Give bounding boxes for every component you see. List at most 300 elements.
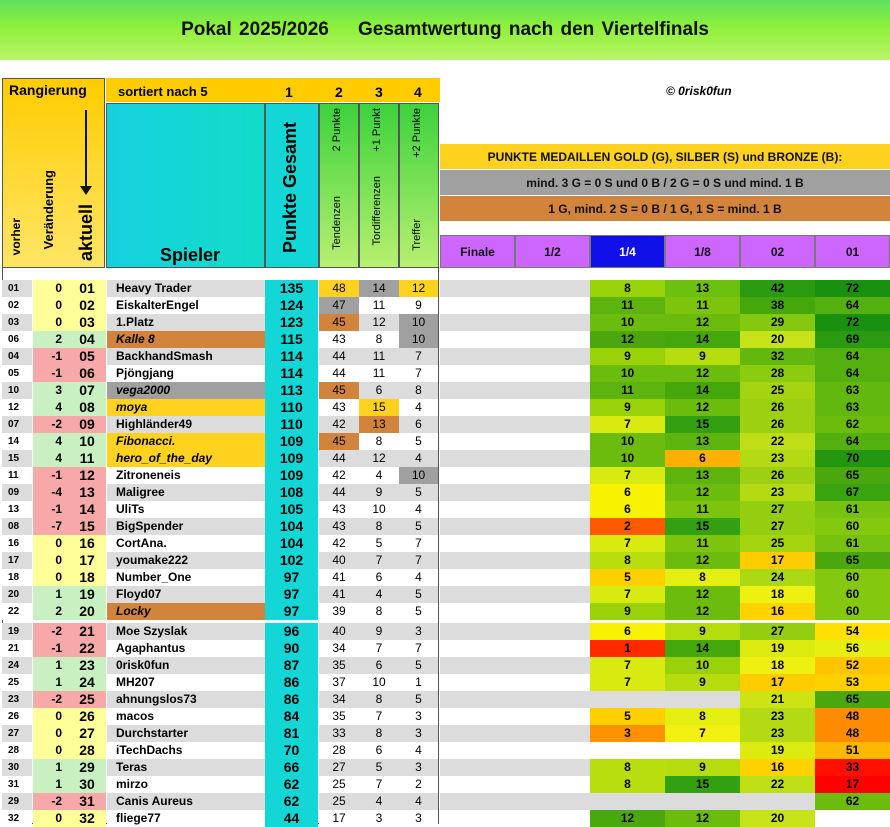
quarterfinal-score: 5 <box>590 569 665 586</box>
table-row <box>0 467 890 484</box>
hits: 4 <box>399 501 438 518</box>
round-01-score: 61 <box>815 501 890 518</box>
table-row <box>0 759 890 776</box>
tendencies: 40 <box>319 552 359 569</box>
hits: 12 <box>399 280 438 297</box>
prev-rank: 32 <box>2 810 32 827</box>
total-points: 96 <box>265 623 318 640</box>
semifinal-cell <box>515 365 590 382</box>
rank-change: 0 <box>33 708 68 725</box>
eighthfinal-score: 12 <box>665 810 740 827</box>
quarterfinal-score: 7 <box>590 586 665 603</box>
player-name: macos <box>107 708 265 725</box>
eighthfinal-score: 14 <box>665 382 740 399</box>
plus2-label: +2 Punkte <box>411 108 423 158</box>
eighthfinal-score: 12 <box>665 603 740 620</box>
quarterfinal-score: 10 <box>590 433 665 450</box>
round-01-score: 72 <box>815 314 890 331</box>
player-name: Teras <box>107 759 265 776</box>
quarterfinal-score: 2 <box>590 518 665 535</box>
tendencies: 27 <box>319 759 359 776</box>
semifinal-cell <box>515 657 590 674</box>
finale-cell <box>440 691 515 708</box>
semifinal-cell <box>515 691 590 708</box>
table-row <box>0 314 890 331</box>
goal-diff: 3 <box>359 810 399 827</box>
round-01-score: 61 <box>815 535 890 552</box>
current-rank: 02 <box>68 297 106 314</box>
player-name: CortAna. <box>107 535 265 552</box>
hits: 4 <box>399 742 438 759</box>
medal-legend-silver: mind. 3 G = 0 S und 0 B / 2 G = 0 S und mind. 1 B <box>440 170 890 195</box>
current-rank: 04 <box>68 331 106 348</box>
goal-diff: 6 <box>359 569 399 586</box>
total-points: 104 <box>265 518 318 535</box>
round-01-score: 64 <box>815 365 890 382</box>
rank-change: 0 <box>33 280 68 297</box>
table-row <box>0 297 890 314</box>
quarterfinal-score: 10 <box>590 365 665 382</box>
goal-diff: 4 <box>359 586 399 603</box>
prev-rank: 29 <box>2 793 32 810</box>
quarterfinal-score: 6 <box>590 501 665 518</box>
current-rank: 28 <box>68 742 106 759</box>
rank-change: 0 <box>33 810 68 827</box>
tendencies: 25 <box>319 793 359 810</box>
current-rank: 16 <box>68 535 106 552</box>
quarterfinal-score: 9 <box>590 603 665 620</box>
table-row <box>0 725 890 742</box>
semifinal-cell <box>515 348 590 365</box>
rank-change: 0 <box>33 569 68 586</box>
col-number-2: 2 <box>335 84 343 100</box>
tendencies: 45 <box>319 382 359 399</box>
semifinal-cell <box>515 280 590 297</box>
total-points: 105 <box>265 501 318 518</box>
finale-cell <box>440 399 515 416</box>
current-rank: 09 <box>68 416 106 433</box>
quarterfinal-score: 11 <box>590 297 665 314</box>
goal-diff: 7 <box>359 776 399 793</box>
goal-diff: 6 <box>359 657 399 674</box>
round-02-score: 25 <box>740 382 815 399</box>
round-01-score: 62 <box>815 793 890 810</box>
prev-rank: 26 <box>2 708 32 725</box>
total-points: 123 <box>265 314 318 331</box>
goal-diff: 11 <box>359 348 399 365</box>
total-points: 110 <box>265 399 318 416</box>
tendencies: 45 <box>319 433 359 450</box>
round-01-score: 53 <box>815 674 890 691</box>
current-rank: 25 <box>68 691 106 708</box>
total-points: 86 <box>265 674 318 691</box>
eighthfinal-score: 10 <box>665 657 740 674</box>
table-row <box>0 623 890 640</box>
title-subtitle: Gesamtwertung nach den Viertelfinals <box>358 19 709 40</box>
round-02-score: 22 <box>740 776 815 793</box>
finale-cell <box>440 280 515 297</box>
veraenderung-label: Veränderung <box>41 170 56 250</box>
quarterfinal-score: 9 <box>590 348 665 365</box>
semifinal-cell <box>515 331 590 348</box>
round-02-score: 26 <box>740 399 815 416</box>
tendencies: 43 <box>319 501 359 518</box>
eighthfinal-score <box>665 691 740 708</box>
rangierung-label: Rangierung <box>9 82 87 98</box>
goal-diff: 8 <box>359 691 399 708</box>
player-name: BigSpender <box>107 518 265 535</box>
finale-cell <box>440 348 515 365</box>
hits: 5 <box>399 484 438 501</box>
round-01-score: 60 <box>815 569 890 586</box>
table-row <box>0 331 890 348</box>
table-row <box>0 603 890 620</box>
finale-cell <box>440 450 515 467</box>
spieler-header <box>106 103 265 268</box>
prev-rank: 03 <box>2 314 32 331</box>
semifinal-cell <box>515 399 590 416</box>
player-name: Heavy Trader <box>107 280 265 297</box>
total-points: 84 <box>265 708 318 725</box>
round-02-score: 42 <box>740 280 815 297</box>
total-points: 62 <box>265 776 318 793</box>
tendencies: 37 <box>319 674 359 691</box>
rank-change: 1 <box>33 776 68 793</box>
goal-diff: 4 <box>359 793 399 810</box>
tendencies: 35 <box>319 657 359 674</box>
rank-change: 0 <box>33 314 68 331</box>
round-01-score: 51 <box>815 742 890 759</box>
hits: 3 <box>399 708 438 725</box>
hits: 7 <box>399 348 438 365</box>
finale-cell <box>440 314 515 331</box>
round-02-score: 19 <box>740 742 815 759</box>
current-rank: 31 <box>68 793 106 810</box>
goal-diff: 6 <box>359 382 399 399</box>
table-row <box>0 742 890 759</box>
hits: 3 <box>399 759 438 776</box>
round-02-score: 26 <box>740 416 815 433</box>
table-row <box>0 657 890 674</box>
semifinal-cell <box>515 518 590 535</box>
goal-diff: 7 <box>359 640 399 657</box>
table-row <box>0 484 890 501</box>
total-points: 70 <box>265 742 318 759</box>
goal-diff: 6 <box>359 742 399 759</box>
current-rank: 17 <box>68 552 106 569</box>
tendencies: 43 <box>319 518 359 535</box>
rank-change: -4 <box>33 484 68 501</box>
semifinal-cell <box>515 708 590 725</box>
semifinal-cell <box>515 810 590 827</box>
finale-cell <box>440 776 515 793</box>
prev-rank: 12 <box>2 399 32 416</box>
round-02-score: 21 <box>740 691 815 708</box>
quarterfinal-score: 11 <box>590 382 665 399</box>
player-name: Durchstarter <box>107 725 265 742</box>
table-row <box>0 365 890 382</box>
prev-rank: 24 <box>2 657 32 674</box>
finale-cell <box>440 416 515 433</box>
total-points: 97 <box>265 569 318 586</box>
rank-change: 0 <box>33 552 68 569</box>
prev-rank: 23 <box>2 691 32 708</box>
player-name: youmake222 <box>107 552 265 569</box>
finale-cell <box>440 810 515 827</box>
total-points: 135 <box>265 280 318 297</box>
current-rank: 18 <box>68 569 106 586</box>
tendencies: 17 <box>319 810 359 827</box>
round-02-score: 23 <box>740 725 815 742</box>
current-rank: 06 <box>68 365 106 382</box>
tendencies: 40 <box>319 623 359 640</box>
tendencies: 42 <box>319 467 359 484</box>
eighthfinal-score: 8 <box>665 569 740 586</box>
hits: 7 <box>399 365 438 382</box>
player-name: 1.Platz <box>107 314 265 331</box>
round-02-score: 18 <box>740 586 815 603</box>
semifinal-cell <box>515 742 590 759</box>
round-02-score: 27 <box>740 623 815 640</box>
player-name: hero_of_the_day <box>107 450 265 467</box>
rank-change: -1 <box>33 348 68 365</box>
rank-change: -1 <box>33 365 68 382</box>
player-name: MH207 <box>107 674 265 691</box>
rank-change: -1 <box>33 467 68 484</box>
round-02-score: 25 <box>740 535 815 552</box>
tendenzen-label: Tendenzen <box>331 196 343 250</box>
rank-change: -1 <box>33 501 68 518</box>
tendencies: 44 <box>319 365 359 382</box>
hits: 2 <box>399 776 438 793</box>
hits: 3 <box>399 623 438 640</box>
round-02-score: 17 <box>740 552 815 569</box>
player-name: Maligree <box>107 484 265 501</box>
round-02-score: 16 <box>740 603 815 620</box>
prev-rank: 10 <box>2 382 32 399</box>
prev-rank: 13 <box>2 501 32 518</box>
rank-change: 4 <box>33 450 68 467</box>
table-row <box>0 518 890 535</box>
eighthfinal-score: 15 <box>665 776 740 793</box>
player-name: Moe Szyslak <box>107 623 265 640</box>
round-02-score: 26 <box>740 467 815 484</box>
finale-cell <box>440 793 515 810</box>
medal-legend-title: PUNKTE MEDAILLEN GOLD (G), SILBER (S) und BRONZE (B): <box>440 144 890 169</box>
finale-cell <box>440 603 515 620</box>
eighthfinal-score <box>665 742 740 759</box>
round-01-score: 65 <box>815 691 890 708</box>
tordifferenzen-label: Tordifferenzen <box>371 176 383 246</box>
finale-cell <box>440 331 515 348</box>
rank-change: 0 <box>33 297 68 314</box>
table-row <box>0 586 890 603</box>
current-rank: 23 <box>68 657 106 674</box>
round-01-score: 65 <box>815 467 890 484</box>
total-points: 110 <box>265 416 318 433</box>
hits: 3 <box>399 725 438 742</box>
round-02-score: 18 <box>740 657 815 674</box>
table-row <box>0 552 890 569</box>
goal-diff: 9 <box>359 623 399 640</box>
copyright: © 0risk0fun <box>666 84 732 98</box>
hits: 7 <box>399 640 438 657</box>
spieler-label: Spieler <box>160 245 221 265</box>
prev-rank: 31 <box>2 776 32 793</box>
total-points: 109 <box>265 467 318 484</box>
finale-cell <box>440 569 515 586</box>
current-rank: 13 <box>68 484 106 501</box>
total-points: 109 <box>265 433 318 450</box>
tendencies: 44 <box>319 348 359 365</box>
semifinal-cell <box>515 759 590 776</box>
table-row <box>0 569 890 586</box>
semifinal-cell <box>515 586 590 603</box>
eighthfinal-score: 11 <box>665 501 740 518</box>
current-rank: 05 <box>68 348 106 365</box>
goal-diff: 11 <box>359 365 399 382</box>
eighthfinal-score: 11 <box>665 535 740 552</box>
current-rank: 30 <box>68 776 106 793</box>
goal-diff: 9 <box>359 484 399 501</box>
finale-cell <box>440 501 515 518</box>
semifinal-cell <box>515 776 590 793</box>
col-number-4: 4 <box>414 84 422 100</box>
semifinal-cell <box>515 501 590 518</box>
col-number-3: 3 <box>375 84 383 100</box>
rank-change: 1 <box>33 586 68 603</box>
semifinal-cell <box>515 314 590 331</box>
table-row <box>0 708 890 725</box>
player-name: UliTs <box>107 501 265 518</box>
round-01-score: 56 <box>815 640 890 657</box>
tendencies: 43 <box>319 331 359 348</box>
total-points: 86 <box>265 691 318 708</box>
round-02-score: 19 <box>740 640 815 657</box>
player-name: mirzo <box>107 776 265 793</box>
player-name: BackhandSmash <box>107 348 265 365</box>
round-02-score: 28 <box>740 365 815 382</box>
tendencies: 34 <box>319 640 359 657</box>
rank-change: 0 <box>33 742 68 759</box>
round-02-score: 27 <box>740 518 815 535</box>
round-01-score: 52 <box>815 657 890 674</box>
quarterfinal-score: 12 <box>590 331 665 348</box>
table-row <box>0 416 890 433</box>
finale-cell <box>440 297 515 314</box>
round-01-score: 69 <box>815 331 890 348</box>
semifinal-cell <box>515 552 590 569</box>
hits: 4 <box>399 569 438 586</box>
current-rank: 29 <box>68 759 106 776</box>
table-row <box>0 280 890 297</box>
page-title <box>0 0 890 60</box>
player-name: Floyd07 <box>107 586 265 603</box>
finale-cell <box>440 742 515 759</box>
goal-diff: 8 <box>359 331 399 348</box>
quarterfinal-score: 10 <box>590 314 665 331</box>
prev-rank: 01 <box>2 280 32 297</box>
player-name: Number_One <box>107 569 265 586</box>
total-points: 90 <box>265 640 318 657</box>
finale-cell <box>440 674 515 691</box>
player-name: Pjöngjang <box>107 365 265 382</box>
prev-rank: 21 <box>2 640 32 657</box>
eighthfinal-score: 14 <box>665 640 740 657</box>
round-01-score: 63 <box>815 382 890 399</box>
prev-rank: 22 <box>2 603 32 620</box>
round-01-score: 33 <box>815 759 890 776</box>
prev-rank: 05 <box>2 365 32 382</box>
player-name: EiskalterEngel <box>107 297 265 314</box>
quarterfinal-score: 6 <box>590 623 665 640</box>
title-gap <box>329 19 358 41</box>
round-01-score: 62 <box>815 416 890 433</box>
quarterfinal-score: 7 <box>590 657 665 674</box>
eighthfinal-score: 14 <box>665 331 740 348</box>
rank-change: 3 <box>33 382 68 399</box>
round-02-score: 23 <box>740 708 815 725</box>
hits: 10 <box>399 314 438 331</box>
hits: 4 <box>399 399 438 416</box>
eighthfinal-score: 6 <box>665 450 740 467</box>
current-rank: 27 <box>68 725 106 742</box>
eighthfinal-score: 12 <box>665 399 740 416</box>
table-row <box>0 674 890 691</box>
semifinal-cell <box>515 640 590 657</box>
quarterfinal-score: 7 <box>590 674 665 691</box>
finale-cell <box>440 725 515 742</box>
round-01-score: 60 <box>815 586 890 603</box>
round-02-score: 32 <box>740 348 815 365</box>
player-name: iTechDachs <box>107 742 265 759</box>
total-points: 114 <box>265 365 318 382</box>
semifinal-cell <box>515 623 590 640</box>
round-eighthfinal: 1/8 <box>665 235 740 268</box>
round-02-score: 22 <box>740 433 815 450</box>
round-02-score: 23 <box>740 484 815 501</box>
finale-cell <box>440 759 515 776</box>
eighthfinal-score: 12 <box>665 484 740 501</box>
eighthfinal-score: 8 <box>665 708 740 725</box>
current-rank: 24 <box>68 674 106 691</box>
hits: 5 <box>399 518 438 535</box>
tendencies: 34 <box>319 691 359 708</box>
round-02-score: 20 <box>740 331 815 348</box>
round-02-score: 20 <box>740 810 815 827</box>
prev-rank: 09 <box>2 484 32 501</box>
tendencies: 33 <box>319 725 359 742</box>
table-row <box>0 382 890 399</box>
goal-diff: 11 <box>359 297 399 314</box>
total-points: 62 <box>265 793 318 810</box>
sortiert-label: sortiert nach 5 <box>118 84 208 99</box>
round-01-score: 48 <box>815 708 890 725</box>
semifinal-cell <box>515 450 590 467</box>
table-row <box>0 810 890 827</box>
round-01-score: 54 <box>815 623 890 640</box>
goal-diff: 5 <box>359 759 399 776</box>
semifinal-cell <box>515 603 590 620</box>
eighthfinal-score: 9 <box>665 759 740 776</box>
total-points: 97 <box>265 603 318 620</box>
current-rank: 12 <box>68 467 106 484</box>
tendencies: 41 <box>319 586 359 603</box>
rank-change: 2 <box>33 331 68 348</box>
rank-change: 1 <box>33 674 68 691</box>
player-name: Zitroneneis <box>107 467 265 484</box>
total-points: 87 <box>265 657 318 674</box>
